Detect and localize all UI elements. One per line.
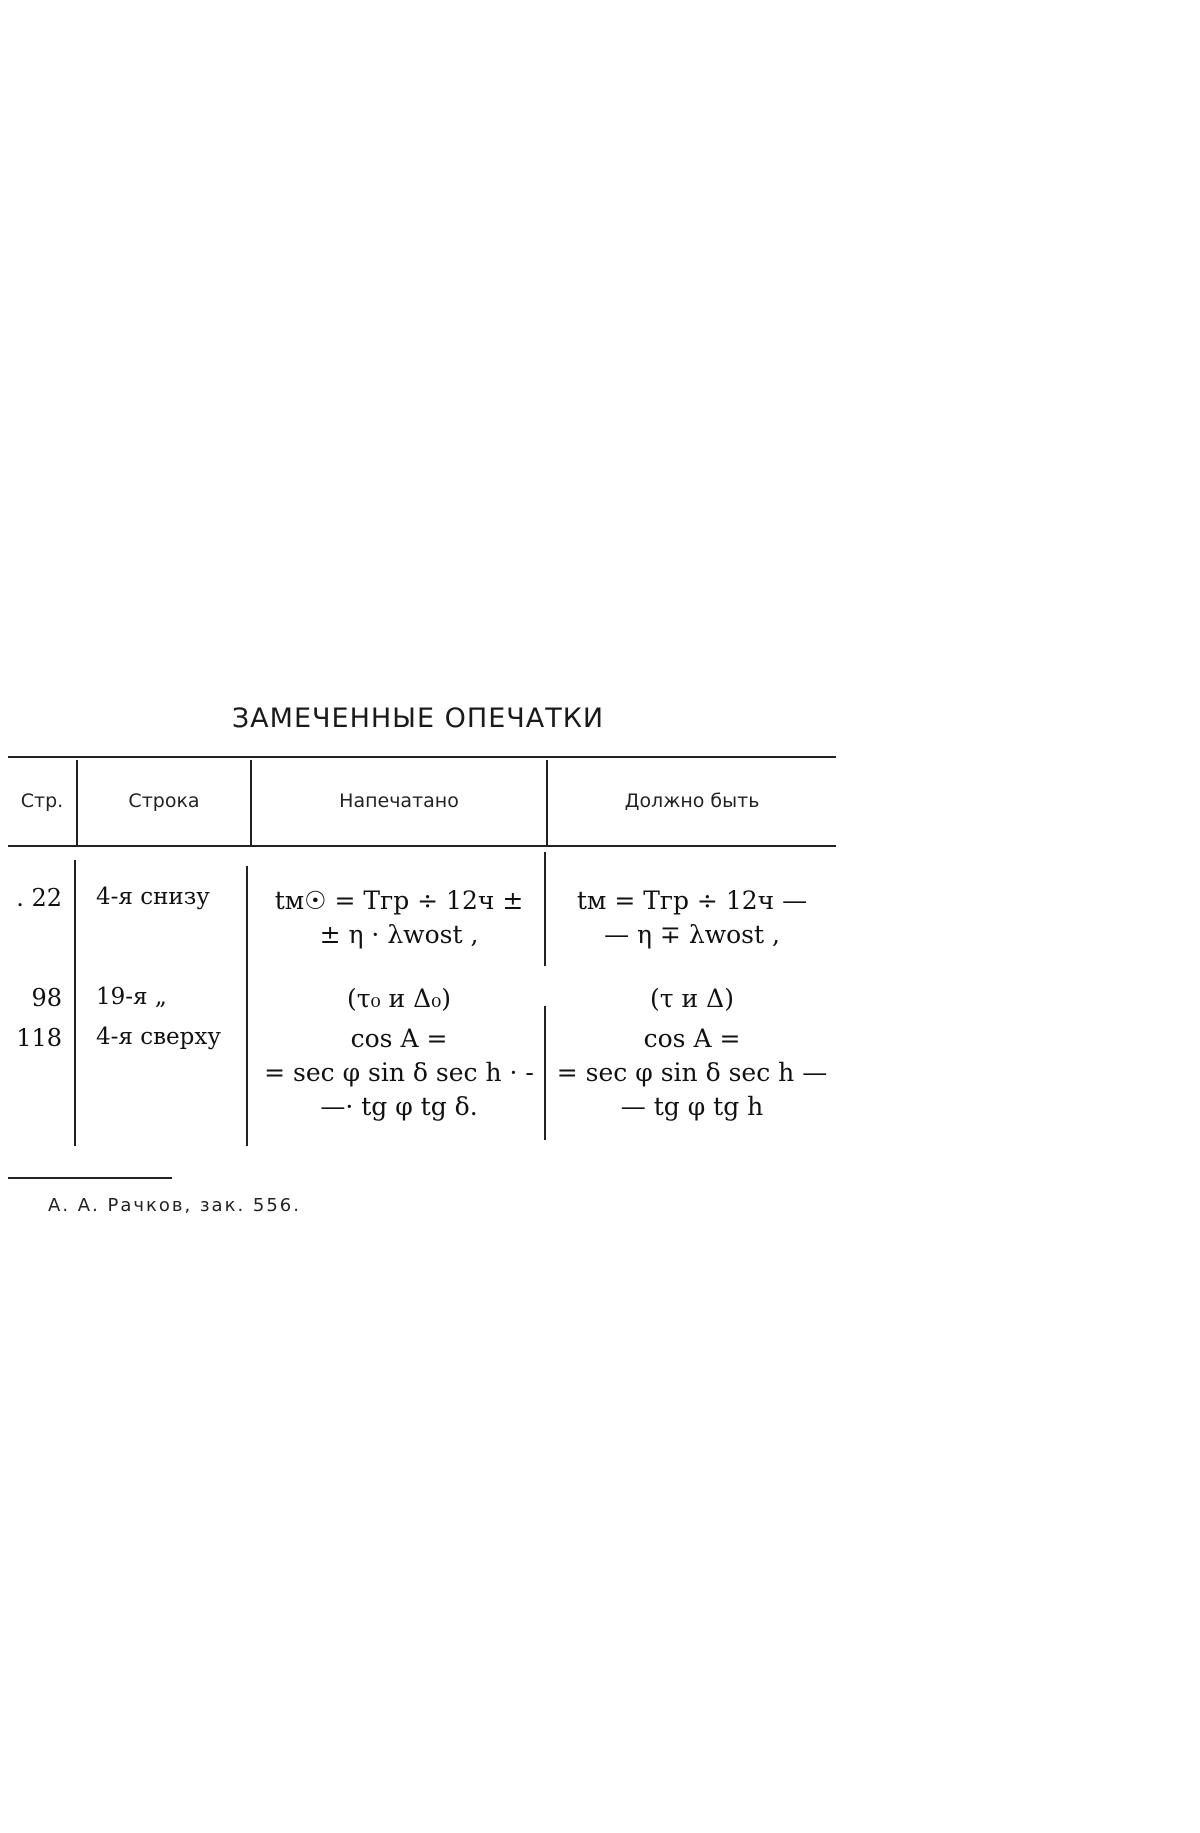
row-page-number: 98 (31, 984, 62, 1012)
page-title: ЗАМЕЧЕННЫЕ ОПЕЧАТКИ (231, 703, 605, 734)
header-printed: Напечатано (339, 789, 459, 812)
row-line-reference: 4-я снизу (96, 884, 210, 910)
row-line-reference: 19-я „ (96, 984, 167, 1010)
formula-line: ± η · λwost , (319, 919, 479, 949)
row-page-number: . 22 (16, 884, 62, 912)
formula-line: = sec φ sin δ sec h · - (264, 1057, 534, 1087)
formula-line: cos A = (350, 1024, 448, 1053)
formula-line: —· tg φ tg δ. (320, 1091, 478, 1121)
table-header-border (8, 845, 836, 847)
body-divider (74, 860, 76, 1146)
formula-line: (τ и Δ) (650, 984, 734, 1013)
header-correct: Должно быть (624, 789, 760, 812)
formula-line: tм = Tгр ÷ 12ч — (576, 886, 808, 915)
formula-line: = sec φ sin δ sec h — (556, 1057, 828, 1087)
body-divider (246, 866, 248, 1146)
formula-line: cos A = (643, 1024, 741, 1053)
row-page-number: 118 (16, 1024, 62, 1052)
row-correct-text (548, 1022, 836, 1123)
formula-line: — η ∓ λwost , (604, 919, 780, 949)
footnote-rule (8, 1177, 172, 1179)
formula-line: tм☉ = Tгр ÷ 12ч ± (274, 886, 524, 915)
header-line: Строка (128, 789, 200, 812)
formula-line: (τ₀ и Δ₀) (347, 984, 451, 1013)
formula-line: — tg φ tg h (620, 1091, 764, 1121)
row-printed-text (252, 982, 546, 1016)
printer-imprint: А. А. Рачков, зак. 556. (48, 1195, 301, 1216)
errata-table (8, 756, 836, 1148)
row-printed-text (252, 1022, 546, 1123)
row-line-reference: 4-я сверху (96, 1024, 221, 1050)
header-page: Стр. (20, 789, 64, 812)
row-correct-text (548, 982, 836, 1016)
row-printed-text (252, 884, 546, 952)
row-correct-text (548, 884, 836, 952)
